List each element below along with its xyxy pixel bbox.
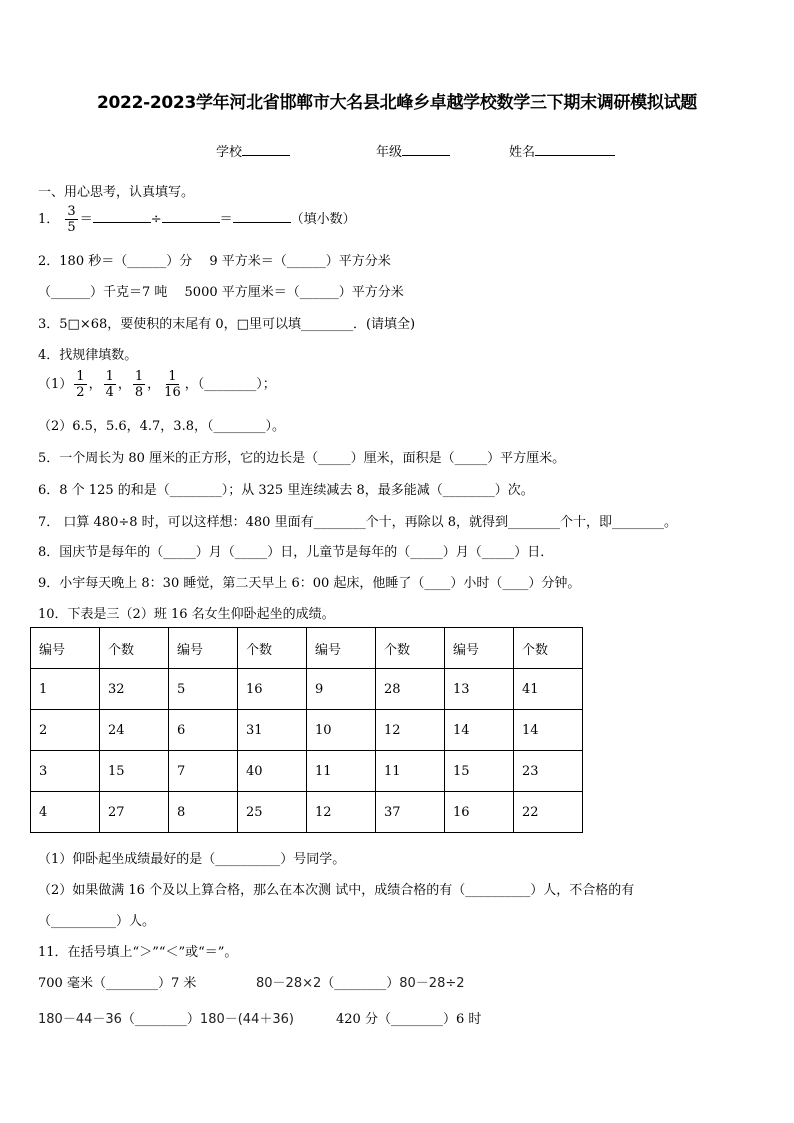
table-cell: 12 (307, 792, 376, 833)
question-10-sub-2-line-1: （2）如果做满 16 个及以上算合格，那么在本次测 试中，成绩合格的有（__________）人，不合格的有 (38, 883, 635, 898)
question-11-item-d: 420 分（________）6 时 (336, 1012, 482, 1027)
grade-field[interactable] (376, 141, 450, 160)
grade-label: 年级 (376, 145, 403, 160)
table-header: 编号 (169, 628, 238, 669)
table-cell: 15 (100, 751, 169, 792)
answer-blank[interactable] (93, 210, 151, 223)
fraction: $\frac{1}{2}$ (76, 369, 85, 400)
table-cell: 31 (238, 710, 307, 751)
question-6: 6．8 个 125 的和是（________）；从 325 里连续减去 8，最多能减（________）次。 (38, 483, 534, 498)
answer-blank[interactable] (233, 210, 291, 223)
table-cell: 23 (514, 751, 583, 792)
table-cell: 4 (31, 792, 100, 833)
table-cell: 25 (238, 792, 307, 833)
question-number: 1． (38, 212, 60, 227)
question-2-line-1: 2．180 秒＝（______）分 9 平方米＝（______）平方分米 (38, 254, 391, 269)
question-10-sub-1: （1）仰卧起坐成绩最好的是（__________）号同学。 (38, 852, 346, 867)
table-cell: 41 (514, 669, 583, 710)
table-row (31, 669, 583, 710)
table-header: 编号 (31, 628, 100, 669)
question-9: 9．小宇每天晚上 8：30 睡觉，第二天早上 6：00 起床，他睡了（____）小时（____）分钟。 (38, 576, 581, 591)
table-cell: 24 (100, 710, 169, 751)
table-cell: 14 (514, 710, 583, 751)
school-label: 学校 (216, 145, 243, 160)
table-cell: 3 (31, 751, 100, 792)
name-field[interactable] (509, 141, 615, 160)
table-header: 个数 (238, 628, 307, 669)
table-header: 个数 (514, 628, 583, 669)
table-cell: 9 (307, 669, 376, 710)
question-2-line-2: （______）千克＝7 吨 5000 平方厘米＝（______）平方分米 (38, 285, 404, 300)
table-row (31, 792, 583, 833)
table-row (31, 751, 583, 792)
name-blank[interactable] (535, 143, 615, 156)
fraction: $\frac{1}{16}$ (164, 369, 181, 400)
question-3: 3．5□×68，要使积的末尾有 0，□里可以填________．(请填全) (38, 317, 416, 332)
name-label: 姓名 (509, 145, 536, 160)
question-1: 1． $\frac{3}{5}$ ＝ ÷ ＝ （填小数） (38, 204, 356, 235)
table-cell: 22 (514, 792, 583, 833)
table-cell: 32 (100, 669, 169, 710)
table-cell: 5 (169, 669, 238, 710)
table-header-row (31, 628, 583, 669)
table-cell: 14 (445, 710, 514, 751)
table-cell: 16 (238, 669, 307, 710)
question-11-item-c: 180－44－36（________）180－(44＋36) (38, 1012, 294, 1027)
table-cell: 1 (31, 669, 100, 710)
section-heading: 一、用心思考，认真填写。 (38, 185, 195, 200)
table-cell: 6 (169, 710, 238, 751)
table-cell: 40 (238, 751, 307, 792)
grade-blank[interactable] (402, 143, 450, 156)
table-header: 个数 (100, 628, 169, 669)
question-10-sub-2-line-2: （__________）人。 (38, 914, 156, 929)
question-10-stem: 10．下表是三（2）班 16 名女生仰卧起坐的成绩。 (38, 607, 335, 622)
table-cell: 7 (169, 751, 238, 792)
scores-table (30, 627, 583, 833)
question-8: 8．国庆节是每年的（_____）月（_____）日，儿童节是每年的（_____）月（_____）日． (38, 545, 554, 560)
question-4-part-2: （2）6.5，5.6，4.7，3.8，（________）。 (38, 419, 285, 434)
table-header: 编号 (445, 628, 514, 669)
table-cell: 11 (376, 751, 445, 792)
table-row (31, 710, 583, 751)
question-4-stem: 4．找规律填数。 (38, 348, 138, 363)
table-cell: 27 (100, 792, 169, 833)
answer-blank[interactable] (162, 210, 220, 223)
table-cell: 8 (169, 792, 238, 833)
question-5: 5．一个周长为 80 厘米的正方形，它的边长是（_____）厘米，面积是（_____）平方厘米。 (38, 451, 566, 466)
table-cell: 16 (445, 792, 514, 833)
table-cell: 15 (445, 751, 514, 792)
school-field[interactable] (216, 141, 290, 160)
fraction: $\frac{1}{4}$ (105, 369, 114, 400)
table-header: 编号 (307, 628, 376, 669)
question-4-part-1: （1） $\frac{1}{2}$ ， $\frac{1}{4}$ ， $\frac{1}{8}$ ， $\frac{1}{16}$ ，（________）； (38, 369, 276, 400)
table-header: 个数 (376, 628, 445, 669)
question-11-stem: 11．在括号填上“＞”“＜”或“＝”。 (38, 945, 238, 960)
page-title: 2022-2023学年河北省邯郸市大名县北峰乡卓越学校数学三下期末调研模拟试题 (97, 93, 697, 113)
table-cell: 2 (31, 710, 100, 751)
fraction: $\frac{3}{5}$ (67, 204, 76, 235)
fraction: $\frac{1}{8}$ (134, 369, 144, 400)
table-cell: 10 (307, 710, 376, 751)
table-cell: 28 (376, 669, 445, 710)
table-cell: 11 (307, 751, 376, 792)
question-11-item-b: 80－28×2（________）80－28÷2 (256, 976, 465, 991)
table-cell: 13 (445, 669, 514, 710)
table-cell: 12 (376, 710, 445, 751)
question-7: 7． 口算 480÷8 时，可以这样想：480 里面有________个十，再除以 8，就得到________个十，即________。 (38, 515, 677, 530)
school-blank[interactable] (242, 143, 290, 156)
table-cell: 37 (376, 792, 445, 833)
question-11-item-a: 700 毫米（________）7 米 (38, 976, 197, 991)
